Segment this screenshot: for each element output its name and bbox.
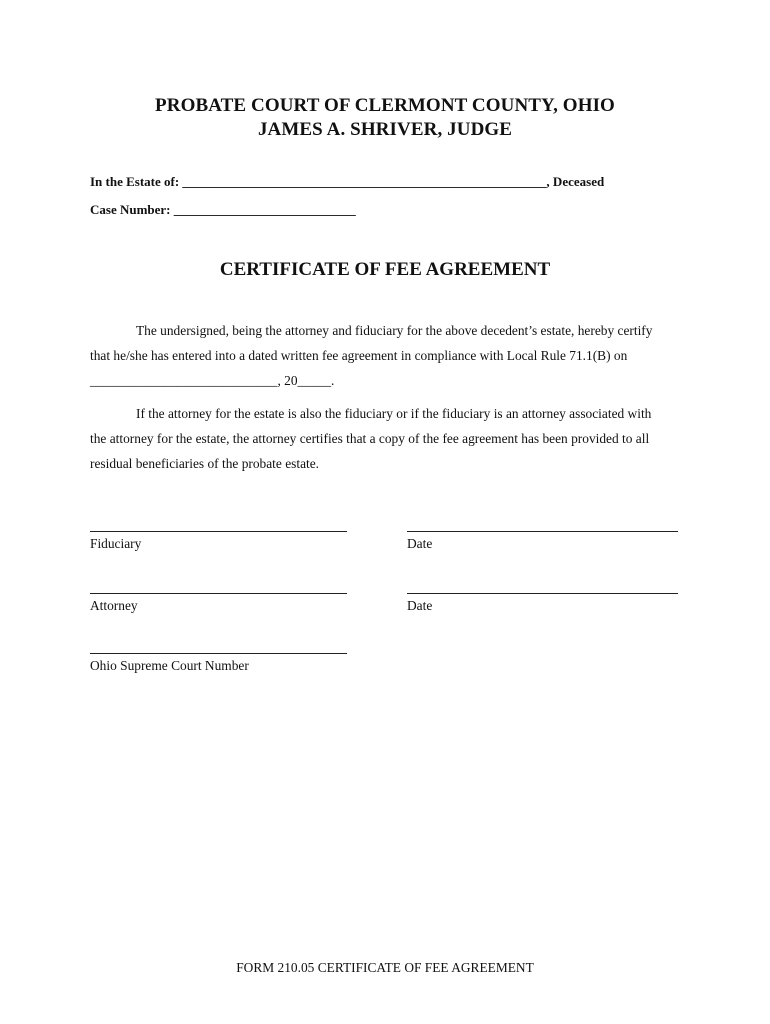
date-label: Date [407, 598, 433, 613]
date-label: Date [407, 536, 433, 551]
form-footer: FORM 210.05 CERTIFICATE OF FEE AGREEMENT [236, 960, 534, 975]
attorney-signature-block [90, 593, 347, 614]
case-number-field[interactable]: Case Number: ____________________________ [90, 202, 356, 217]
paragraph-line: The undersigned, being the attorney and fiduciary for the above decedent’s estate, hereby certify [136, 323, 653, 338]
attorney-date-block [407, 593, 678, 614]
paragraph-line: that he/she has entered into a dated written fee agreement in compliance with Local Rule 71.1(B) on [90, 348, 628, 363]
supreme-court-number-line[interactable] [90, 653, 347, 654]
paragraph-line: residual beneficiaries of the probate estate. [90, 456, 320, 471]
beneficiary-paragraph [90, 401, 680, 476]
fiduciary-signature-line[interactable] [90, 531, 347, 532]
certification-paragraph [90, 318, 680, 393]
attorney-date-line[interactable] [407, 593, 678, 594]
agreement-date-field[interactable]: ____________________________, 20_____. [90, 373, 335, 388]
paragraph-line: the attorney for the estate, the attorney certifies that a copy of the fee agreement has been provided to all [90, 431, 650, 446]
fiduciary-signature-block [90, 531, 347, 552]
paragraph-line: If the attorney for the estate is also the fiduciary or if the fiduciary is an attorney associated with [136, 406, 652, 421]
estate-of-field[interactable]: In the Estate of: ________________________________________________________, Deceased [90, 174, 605, 189]
document-title: CERTIFICATE OF FEE AGREEMENT [219, 259, 551, 280]
court-name-heading: PROBATE COURT OF CLERMONT COUNTY, OHIO [155, 95, 615, 116]
fiduciary-label: Fiduciary [90, 536, 142, 551]
supreme-court-number-label: Ohio Supreme Court Number [90, 658, 249, 673]
fiduciary-date-block [407, 531, 678, 552]
attorney-label: Attorney [90, 598, 138, 613]
supreme-court-number-block [90, 653, 347, 674]
judge-name-heading: JAMES A. SHRIVER, JUDGE [257, 119, 513, 140]
fiduciary-date-line[interactable] [407, 531, 678, 532]
attorney-signature-line[interactable] [90, 593, 347, 594]
